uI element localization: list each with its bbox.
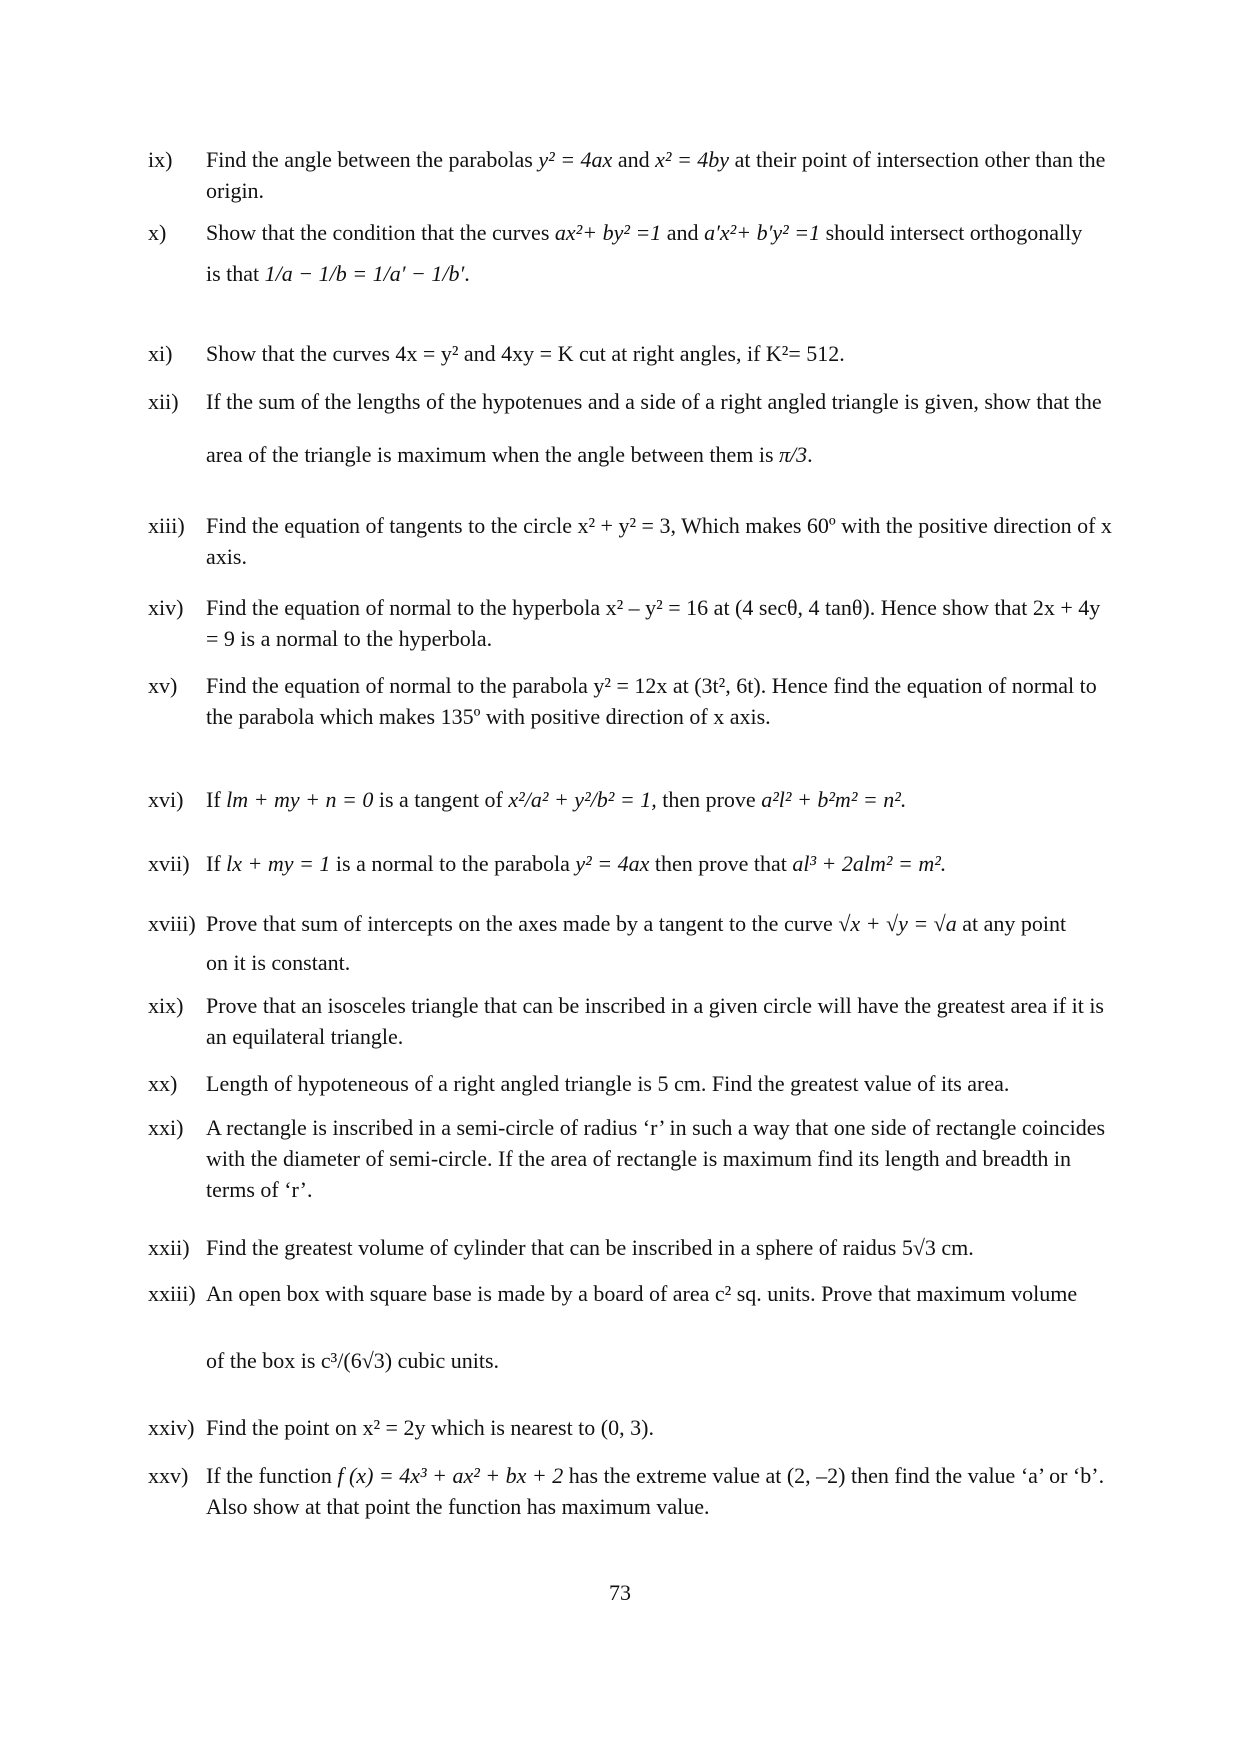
question-text: If the function f (x) = 4x³ + ax² + bx + 2 has the extreme value at (2, –2) then find the value ‘a’ or ‘b’. Also show at that point the function has maximum value. <box>206 1463 1105 1519</box>
question-text: Find the angle between the parabolas y² = 4ax and x² = 4by at their point of intersection other than the origin. <box>206 147 1106 203</box>
question-text: If the sum of the lengths of the hypotenues and a side of a right angled triangle is given, show that the area of the triangle is maximum when the angle between them is π/3. <box>206 389 1102 467</box>
question-text: Length of hypoteneous of a right angled triangle is 5 cm. Find the greatest value of its area. <box>206 1071 1010 1096</box>
question-text: Show that the condition that the curves ax²+ by² =1 and a′x²+ b′y² =1 should intersect orthogonally is that 1/a − 1/b = 1/a′ − 1/b′. <box>206 220 1083 286</box>
question-number: xxv) <box>148 1463 189 1488</box>
radius-value: 5√3 cm <box>901 1235 969 1260</box>
question-number: xx) <box>148 1071 178 1096</box>
function-definition: f (x) = 4x³ + ax² + bx + 2 <box>337 1463 564 1488</box>
question-text: Find the equation of tangents to the circle x² + y² = 3, Which makes 60º with the positive direction of x axis. <box>206 513 1112 569</box>
question-number: xix) <box>148 993 184 1018</box>
question-number: xv) <box>148 673 178 698</box>
question-number: xvii) <box>148 851 190 876</box>
question-number: x) <box>148 220 167 245</box>
question-number: xi) <box>148 341 173 366</box>
max-volume-formula: c³/(6√3) <box>320 1348 393 1373</box>
question-text: If lm + my + n = 0 is a tangent of x²/a² + y²/b² = 1, then prove a²l² + b²m² = n². <box>206 787 907 812</box>
question-text: An open box with square base is made by a board of area c² sq. units. Prove that maximum volume of the box is c³/(6√3) cubic units. <box>206 1281 1078 1373</box>
question-number: xxi) <box>148 1115 184 1140</box>
question-text: Find the point on x² = 2y which is nearest to (0, 3). <box>206 1415 654 1440</box>
question-text: Show that the curves 4x = y² and 4xy = K cut at right angles, if K²= 512. <box>206 341 845 366</box>
condition-formula: 1/a − 1/b = 1/a′ − 1/b′ <box>264 261 465 286</box>
question-number: ix) <box>148 147 173 172</box>
question-text: Find the greatest volume of cylinder that can be inscribed in a sphere of raidus 5√3 cm. <box>206 1235 974 1260</box>
question-text: Find the equation of normal to the parabola y² = 12x at (3t², 6t). Hence find the equation of normal to the parabola which makes 135º with positive direction of x axis. <box>206 673 1097 729</box>
question-text: A rectangle is inscribed in a semi-circle of radius ‘r’ in such a way that one side of rectangle coincides with the diameter of semi-circle. If the area of rectangle is maximum find its length and breadth in terms of ‘r’. <box>206 1115 1106 1202</box>
question-text: Find the equation of normal to the hyperbola x² – y² = 16 at (4 secθ, 4 tanθ). Hence show that 2x + 4y = 9 is a normal to the hyperbola. <box>206 595 1101 651</box>
question-text: If lx + my = 1 is a normal to the parabola y² = 4ax then prove that al³ + 2alm² = m². <box>206 851 947 876</box>
question-number: xiii) <box>148 513 185 538</box>
root-curve-equation: √x + √y = √a <box>838 911 957 936</box>
question-number: xiv) <box>148 595 184 620</box>
question-number: xxiv) <box>148 1415 195 1440</box>
ellipse-equation: x²/a² + y²/b² = 1, <box>508 787 657 812</box>
question-number: xviii) <box>148 911 196 936</box>
question-text: Prove that sum of intercepts on the axes made by a tangent to the curve √x + √y = √a at any point on it is constant. <box>206 911 1067 975</box>
pi-over-three: π/3 <box>779 442 808 467</box>
question-number: xvi) <box>148 787 184 812</box>
page-number: 73 <box>609 1580 631 1605</box>
question-number: xxiii) <box>148 1281 196 1306</box>
question-text: Prove that an isosceles triangle that can be inscribed in a given circle will have the greatest area if it is an equilateral triangle. <box>206 993 1104 1049</box>
question-number: xii) <box>148 389 179 414</box>
question-number: xxii) <box>148 1235 190 1260</box>
